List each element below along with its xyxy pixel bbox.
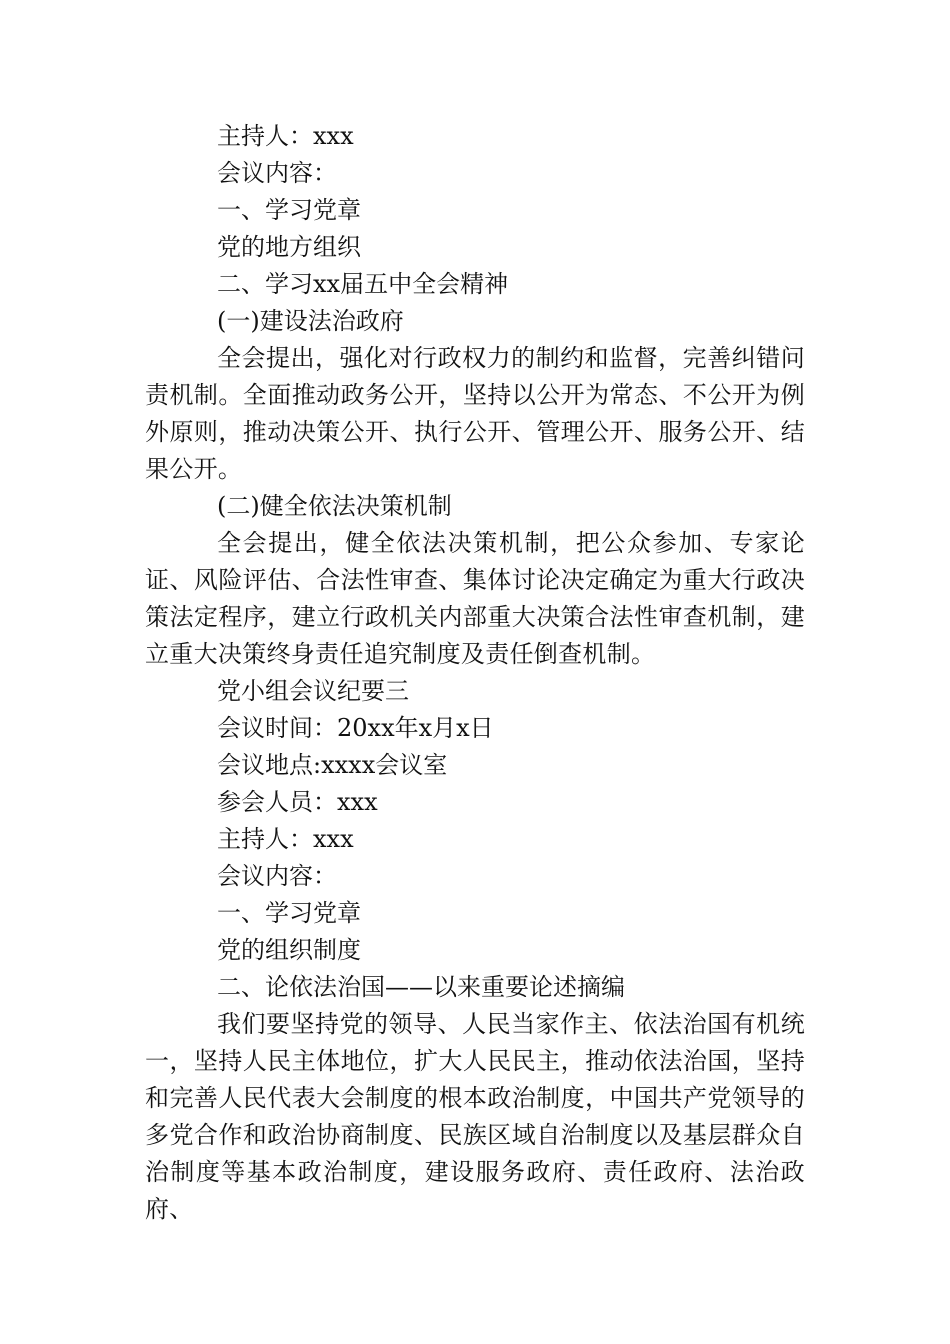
section-heading: 二、论依法治国——以来重要论述摘编	[217, 973, 625, 1001]
host-line: 主持人：xxx	[217, 825, 354, 853]
body-paragraph: 我们要坚持党的领导、人民当家作主、依法治国有机统一，坚持人民主体地位，扩大人民民主，推动依法治国，坚持和完善人民代表大会制度的根本政治制度，中国共产党领导的多党合作和政治协商制度、民族区域自治制度以及基层群众自治制度等基本政治制度，建设服务政府、责任政府、法治政府、	[145, 1010, 805, 1223]
section-subtitle: 党的地方组织	[217, 233, 361, 261]
document-body	[145, 118, 805, 1228]
meeting-content-label: 会议内容：	[217, 159, 337, 187]
section-heading: 一、学习党章	[217, 196, 361, 224]
section-heading: 二、学习xx届五中全会精神	[217, 270, 509, 298]
host-line: 主持人：xxx	[217, 122, 354, 150]
meeting-location-line: 会议地点:xxxx会议室	[217, 751, 448, 779]
attendees-line: 参会人员：xxx	[217, 788, 378, 816]
meeting-time-line: 会议时间：20xx年x月x日	[217, 714, 494, 742]
section-heading: 一、学习党章	[217, 899, 361, 927]
meeting-content-label: 会议内容：	[217, 862, 337, 890]
subsection-heading: (二)健全依法决策机制	[217, 492, 452, 520]
subsection-heading: (一)建设法治政府	[217, 307, 404, 335]
body-paragraph: 全会提出，强化对行政权力的制约和监督，完善纠错问责机制。全面推动政务公开，坚持以公开为常态、不公开为例外原则，推动决策公开、执行公开、管理公开、服务公开、结果公开。	[145, 344, 805, 483]
section-subtitle: 党的组织制度	[217, 936, 361, 964]
body-paragraph: 全会提出，健全依法决策机制，把公众参加、专家论证、风险评估、合法性审查、集体讨论决定确定为重大行政决策法定程序，建立行政机关内部重大决策合法性审查机制，建立重大决策终身责任追究制度及责任倒查机制。	[145, 529, 805, 668]
minutes-title: 党小组会议纪要三	[217, 677, 409, 705]
